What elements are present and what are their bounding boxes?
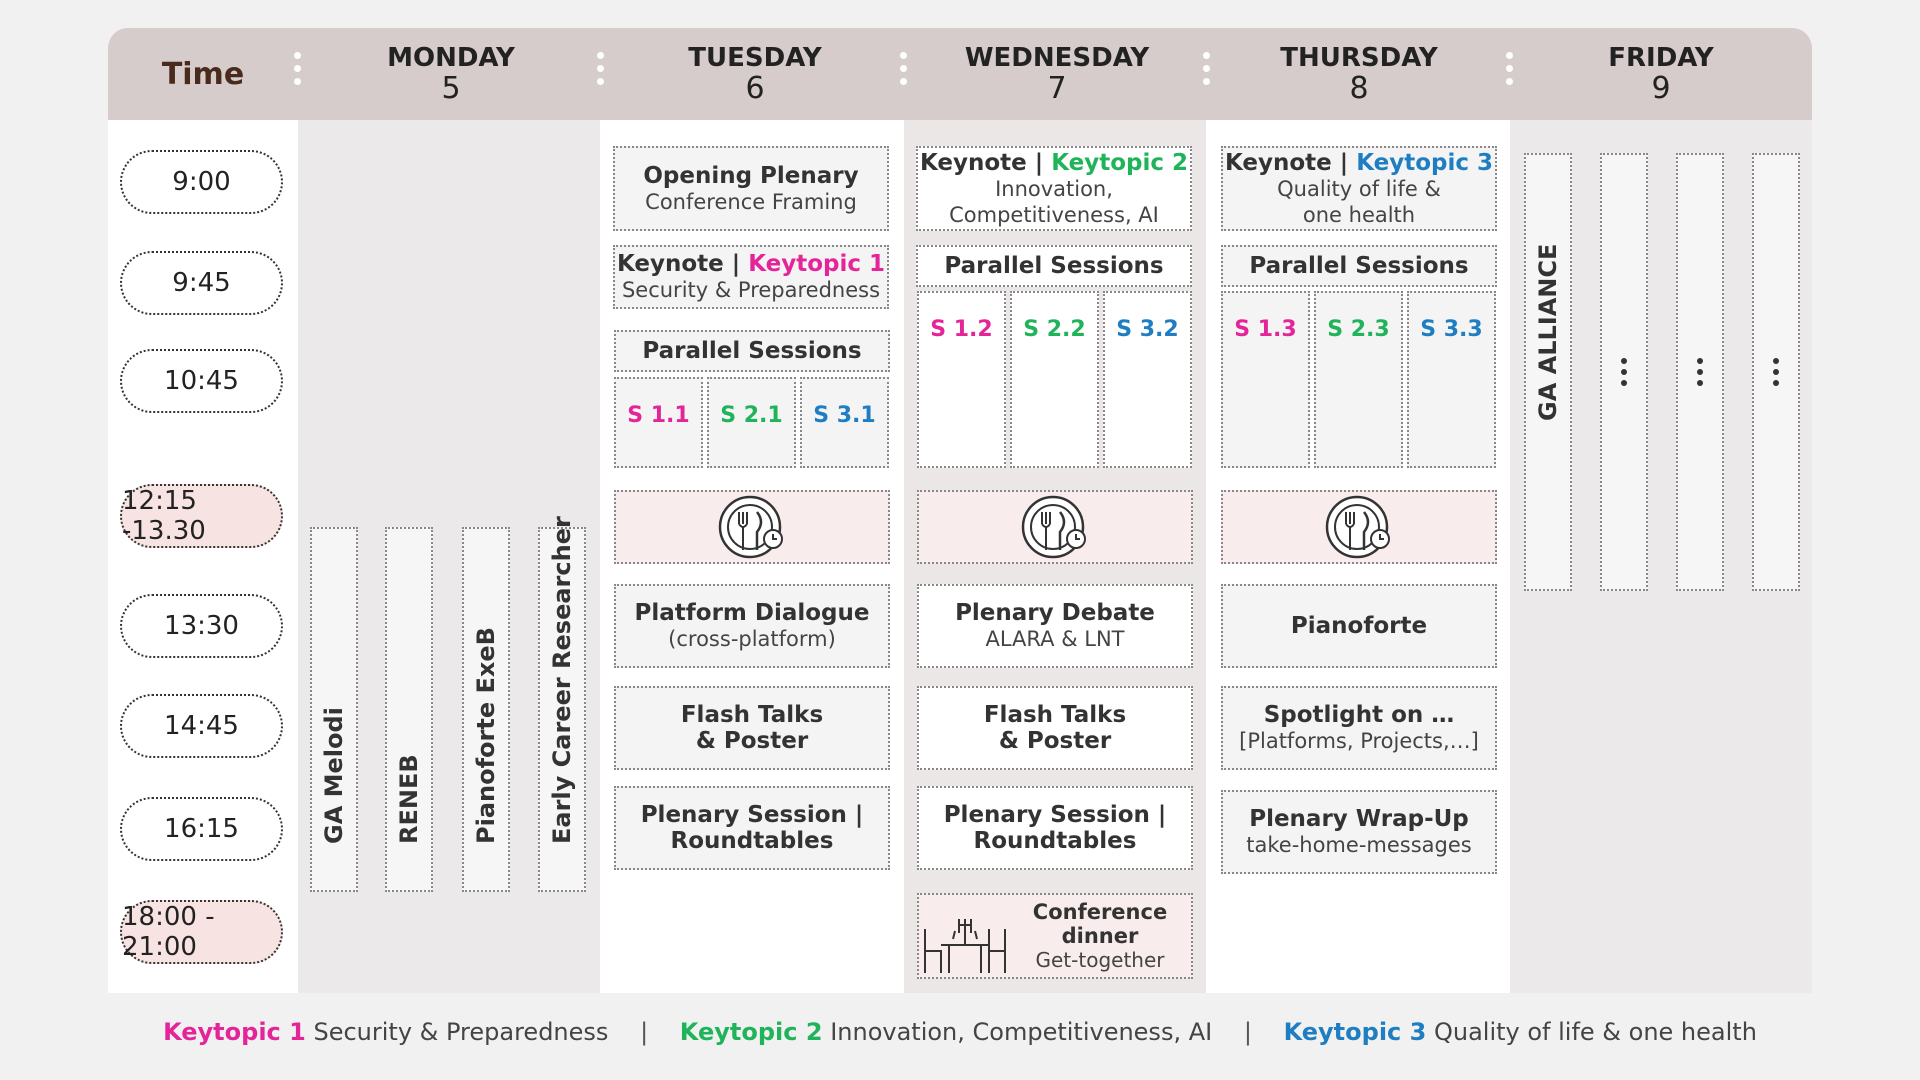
keynote-tuesday[interactable] [613,245,889,309]
session-s2-3[interactable]: S 2.3 [1314,291,1403,468]
keynote-subtitle-line2: one health [1302,202,1416,227]
parallel-sessions-header [614,330,890,372]
parallel-sessions-label: Parallel Sessions [642,338,862,364]
plenary-session-line1: Plenary Session | [943,802,1167,828]
keytopic-1-label: Keytopic 1 [748,251,885,277]
day-name: THURSDAY [1280,43,1438,73]
plenary-session-line2: Roundtables [973,828,1137,854]
keynote-title [617,251,885,277]
keynote-subtitle: Security & Preparedness [621,278,881,302]
opening-plenary[interactable] [613,146,889,231]
day-number: 8 [1349,71,1369,106]
meal-clock-icon [1324,492,1394,562]
monday-bar-ga-melodi[interactable] [310,527,358,892]
session-s2-1[interactable]: S 2.1 [707,377,796,468]
keynote-subtitle-line2: Competitiveness, AI [949,202,1159,227]
day-number: 6 [745,71,765,106]
spotlight-subtitle: [Platforms, Projects,…] [1239,729,1479,753]
plenary-debate[interactable] [917,584,1193,668]
platform-dialogue-title: Platform Dialogue [634,600,870,626]
parallel-sessions-label: Parallel Sessions [944,253,1164,279]
keynote-wednesday[interactable] [916,146,1192,231]
plenary-debate-title: Plenary Debate [955,600,1155,626]
day-name: WEDNESDAY [964,43,1150,73]
keynote-title [920,150,1188,176]
time-header-label: Time [161,56,245,92]
legend-keytopic-2: Keytopic 2 [679,1018,823,1046]
session-s3-3[interactable]: S 3.3 [1407,291,1496,468]
pianoforte-session[interactable] [1221,584,1497,668]
parallel-sessions-header [916,245,1192,287]
legend-keytopic-3: Keytopic 3 [1283,1018,1427,1046]
day-header-monday [298,28,604,120]
bar-label: GA ALLIANCE [1534,243,1562,421]
time-slot: 16:15 [120,797,283,861]
meal-clock-icon [1020,492,1090,562]
flash-talks-line1: Flash Talks [983,702,1127,728]
conference-dinner[interactable] [917,893,1193,979]
lunch-break-thursday [1221,490,1497,564]
time-slot: 10:45 [120,349,283,413]
lunch-break-wednesday [917,490,1193,564]
day-name: TUESDAY [688,43,822,73]
friday-bar-placeholder[interactable] [1600,153,1648,591]
keynote-prefix: Keynote | [919,149,1044,176]
flash-talks-line2: & Poster [695,728,809,754]
parallel-sessions-header [1221,245,1497,287]
plenary-wrap-up[interactable] [1221,790,1497,874]
platform-dialogue[interactable] [614,584,890,668]
flash-talks-line1: Flash Talks [680,702,824,728]
plenary-session-wednesday[interactable] [917,786,1193,870]
plenary-session-tuesday[interactable] [614,786,890,870]
legend-desc-2: Innovation, Competitiveness, AI [830,1018,1213,1046]
dinner-line3: Get-together [1035,948,1165,972]
opening-plenary-title: Opening Plenary [643,162,859,189]
flash-talks-line2: & Poster [998,728,1112,754]
time-header [108,28,298,120]
bar-label: Pianoforte ExeB [472,627,500,844]
dinner-table-icon [919,915,1011,981]
session-s1-1[interactable]: S 1.1 [614,377,703,468]
spotlight-title: Spotlight on … [1263,702,1455,728]
time-slot: 14:45 [120,694,283,758]
keynote-title [1225,150,1493,176]
session-s3-1[interactable]: S 3.1 [800,377,889,468]
friday-bar-placeholder[interactable] [1752,153,1800,591]
keynote-prefix: Keynote | [616,251,741,277]
monday-bar-early-career[interactable] [538,516,586,892]
legend-keytopic-1: Keytopic 1 [163,1018,306,1046]
legend-desc-3: Quality of life & one health [1433,1018,1757,1046]
time-slot: 13:30 [120,594,283,658]
vertical-dots-icon [596,52,604,85]
day-number: 9 [1651,71,1671,106]
vertical-dots-icon [1697,358,1703,386]
time-slot-lunch: 12:15 -13.30 [120,484,283,548]
keynote-subtitle-line1: Innovation, [995,176,1113,201]
keynote-prefix: Keynote | [1224,149,1349,176]
day-name: FRIDAY [1608,43,1714,73]
day-name: MONDAY [387,43,515,73]
vertical-dots-icon [1621,358,1627,386]
time-slot: 9:45 [120,251,283,315]
day-number: 5 [441,71,461,106]
wrap-up-title: Plenary Wrap-Up [1249,806,1469,832]
friday-bar-ga-alliance[interactable] [1524,153,1572,591]
vertical-dots-icon [1773,358,1779,386]
platform-dialogue-subtitle: (cross-platform) [668,627,836,651]
keytopic-3-label: Keytopic 3 [1356,149,1493,176]
meal-clock-icon [717,492,787,562]
time-slot-dinner: 18:00 - 21:00 [120,900,283,964]
monday-bar-pianoforte-exeb[interactable] [462,527,510,892]
keynote-subtitle-line1: Quality of life & [1277,176,1441,201]
session-s2-2[interactable]: S 2.2 [1010,291,1099,468]
monday-bar-reneb[interactable] [385,527,433,892]
conference-dinner-text [1009,895,1191,977]
lunch-break-tuesday [614,490,890,564]
dinner-line1: Conference [1032,900,1168,924]
day-header-wednesday [906,28,1208,120]
friday-bar-placeholder[interactable] [1676,153,1724,591]
day-header-tuesday [604,28,906,120]
legend-separator: | [640,1018,649,1046]
dinner-line2: dinner [1061,924,1139,948]
flash-talks-tuesday[interactable] [614,686,890,770]
session-s3-2[interactable]: S 3.2 [1103,291,1192,468]
session-s1-2[interactable]: S 1.2 [917,291,1006,468]
keynote-thursday[interactable] [1221,146,1497,231]
spotlight-session[interactable] [1221,686,1497,770]
plenary-session-line2: Roundtables [670,828,834,854]
keytopic-2-label: Keytopic 2 [1051,149,1188,176]
day-number: 7 [1047,71,1067,106]
time-slot: 9:00 [120,150,283,214]
flash-talks-wednesday[interactable] [917,686,1193,770]
day-header-thursday [1208,28,1510,120]
keytopic-legend [0,1018,1920,1046]
plenary-debate-subtitle: ALARA & LNT [985,627,1125,651]
bar-label: RENEB [395,754,423,844]
parallel-sessions-label: Parallel Sessions [1249,253,1469,279]
plenary-session-line1: Plenary Session | [640,802,864,828]
day-header-friday [1510,28,1812,120]
opening-plenary-subtitle: Conference Framing [645,189,857,214]
legend-separator: | [1243,1018,1252,1046]
bar-label: Early Career Researcher [548,516,576,844]
legend-desc-1: Security & Preparedness [313,1018,609,1046]
session-s1-3[interactable]: S 1.3 [1221,291,1310,468]
bar-label: GA Melodi [320,707,348,844]
pianoforte-title: Pianoforte [1290,613,1428,639]
wrap-up-subtitle: take-home-messages [1246,833,1472,857]
